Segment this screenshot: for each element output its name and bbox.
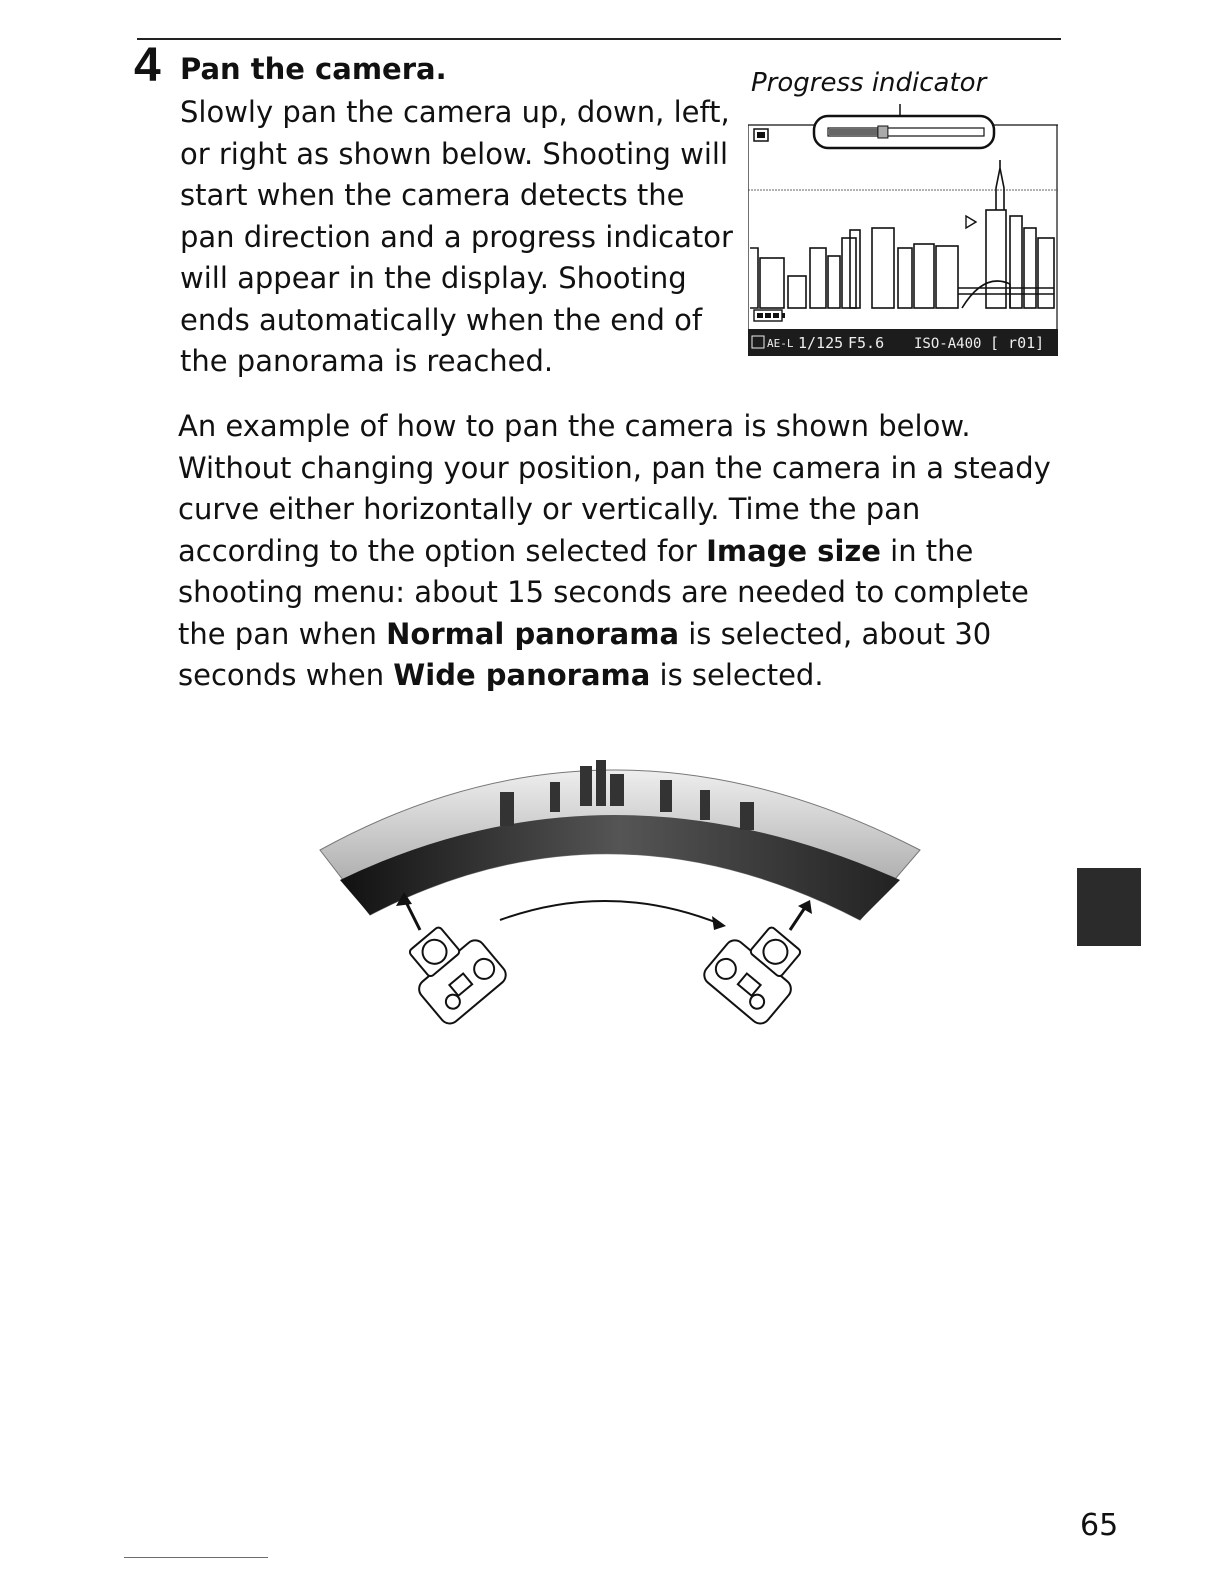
step-number: 4 — [134, 39, 161, 92]
camera-left — [395, 912, 510, 1028]
figure-caption: Progress indicator — [751, 68, 987, 98]
city-skyline — [750, 160, 1054, 308]
top-rule — [137, 38, 1061, 40]
camera-right — [700, 912, 815, 1028]
para-text-2: in the shooting menu: about 15 seconds are needed to complete the pan when — [178, 533, 1029, 651]
progress-marker — [878, 126, 888, 138]
progress-fill — [829, 129, 883, 135]
page-number: 65 — [1080, 1508, 1119, 1543]
iso-value: ISO-A400 — [914, 336, 982, 352]
step-body: Slowly pan the camera up, down, left, or right as shown below. Shooting will start when the camera detects the pan direction and a progress indicator will appear in the display. Shooting ends automatically when the end of the panorama is reached. — [180, 95, 733, 378]
shutter-speed: 1/125 — [798, 334, 844, 352]
option-normal-panorama: Normal panorama — [386, 616, 680, 651]
camera-display — [748, 98, 1058, 356]
option-wide-panorama: Wide panorama — [393, 658, 651, 692]
step-title: Pan the camera. — [180, 52, 447, 86]
pan-arrow — [500, 901, 720, 924]
para-text-3: is selected, about 30 seconds when — [178, 616, 992, 692]
pan-direction-arrow — [966, 216, 976, 228]
para-text-4: is selected. — [650, 658, 824, 692]
progress-indicator — [814, 116, 994, 148]
panning-illustration — [300, 730, 940, 1050]
ae-lock-label: AE-L — [767, 337, 794, 350]
menu-item-image-size: Image size — [706, 533, 881, 568]
aperture-value: F5.6 — [848, 334, 885, 352]
remaining-exposures: [ r01] — [990, 334, 1045, 352]
section-tab-marker — [1077, 868, 1141, 946]
footer-rule — [124, 1557, 268, 1558]
para-text-1: An example of how to pan the camera is shown below. Without changing your position, pan the camera in a steady curve either horizontally or vertically. Time the pan according to the option selected for — [178, 409, 1051, 568]
example-paragraph — [178, 406, 1058, 697]
